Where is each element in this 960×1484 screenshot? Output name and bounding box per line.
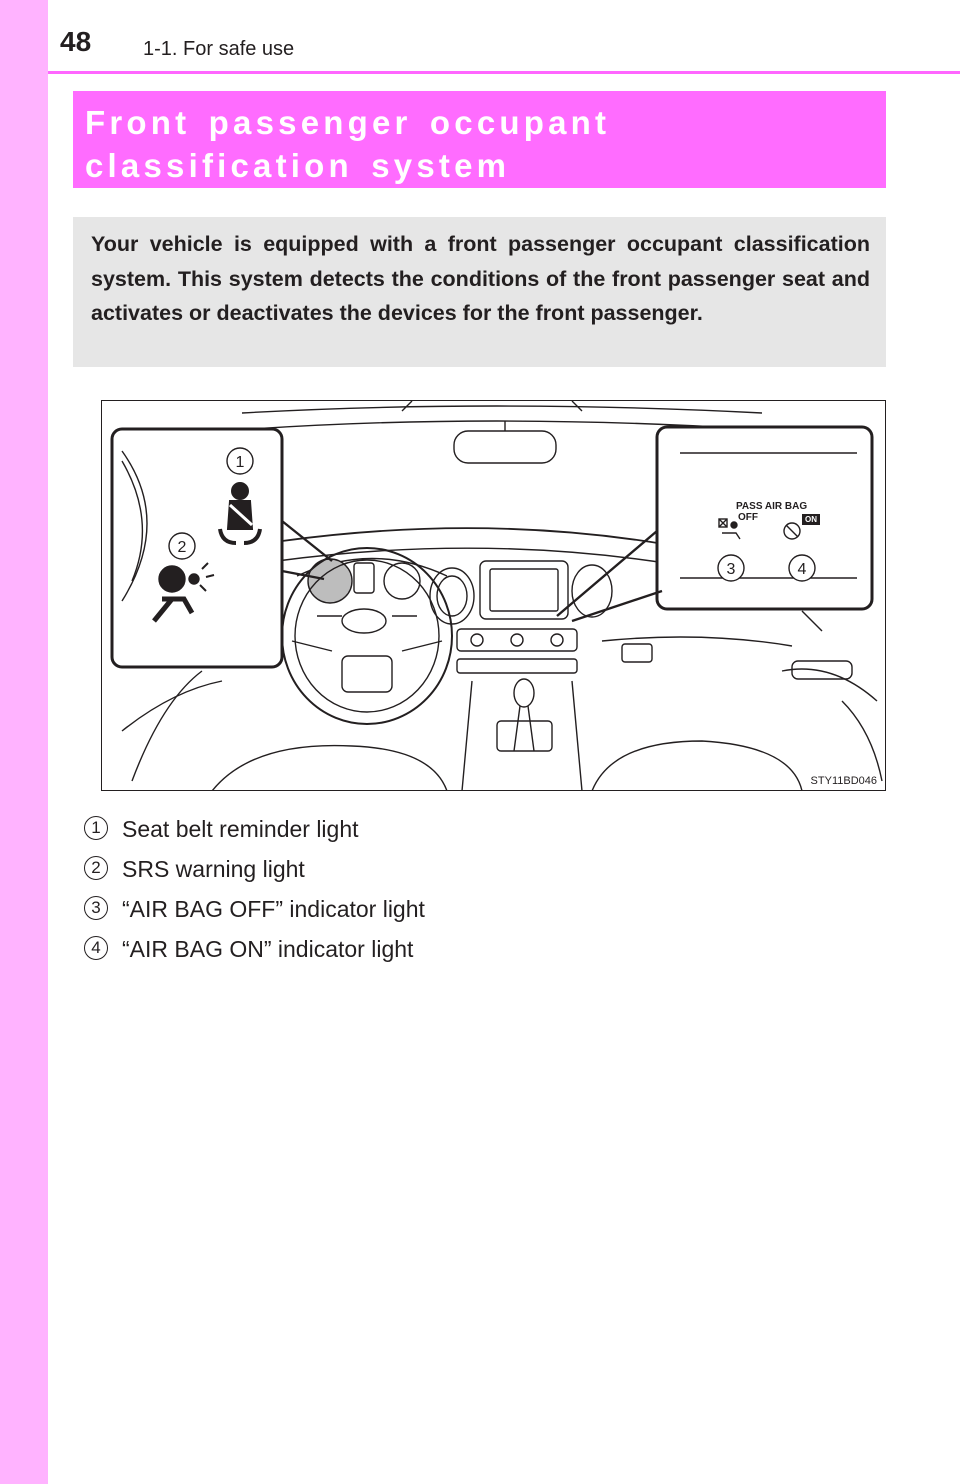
svg-text:3: 3 xyxy=(726,561,736,578)
pass-airbag-label-line2: OFF xyxy=(738,512,758,523)
legend-text: “AIR BAG OFF” indicator light xyxy=(122,896,425,922)
section-title-box xyxy=(73,91,886,188)
page-number: 48 xyxy=(60,26,92,57)
legend-number: 1 xyxy=(84,816,108,840)
svg-text:2: 2 xyxy=(177,539,187,556)
intro-box xyxy=(73,217,886,367)
legend-text: “AIR BAG ON” indicator light xyxy=(122,936,414,962)
svg-text:4: 4 xyxy=(797,561,807,578)
legend-text: Seat belt reminder light xyxy=(122,816,359,842)
figure-code: STY11BD046 xyxy=(810,775,877,787)
header-rule xyxy=(48,71,960,74)
legend-number: 4 xyxy=(84,936,108,960)
intro-text: Your vehicle is equipped with a front passenger occupant classification system. This system detects the conditions of the front passenger seat and activates or deactivates the devices for the front passenger. xyxy=(91,232,870,325)
dashboard-illustration xyxy=(101,400,886,791)
on-badge: ON xyxy=(802,514,820,525)
section-title: Front passenger occupant classification system xyxy=(85,104,611,184)
legend-text: SRS warning light xyxy=(122,856,305,882)
side-tab-strip xyxy=(0,0,48,1484)
pass-airbag-label-line1: PASS AIR BAG xyxy=(736,501,808,512)
pass-airbag-label xyxy=(736,501,807,523)
dashboard-drawing xyxy=(102,401,886,791)
legend-number: 3 xyxy=(84,896,108,920)
legend-number: 2 xyxy=(84,856,108,880)
svg-text:1: 1 xyxy=(235,454,245,471)
section-label: 1-1. For safe use xyxy=(143,38,295,60)
